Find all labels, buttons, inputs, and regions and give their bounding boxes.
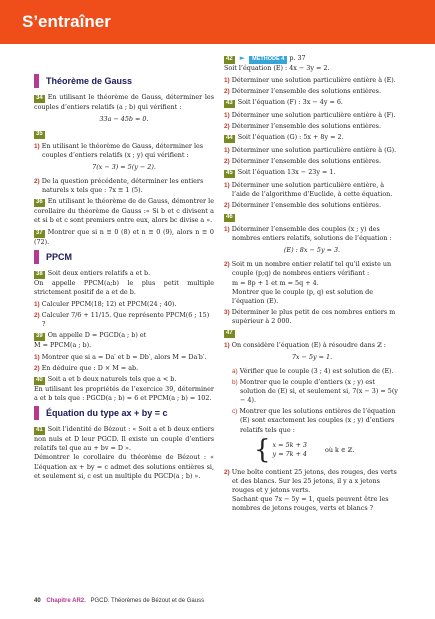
exercise-45 bbox=[224, 168, 400, 178]
question-text: Montrer que si a = Da′ et b = Db′, alors M = Da′b′. bbox=[41, 353, 207, 362]
exercise-number: 45 bbox=[226, 170, 233, 177]
exercise-text: Soit a et b deux naturels tels que a < b. bbox=[47, 375, 177, 384]
exercise-text: Soit l’équation (G) : 5x + 8y = 2. bbox=[237, 133, 344, 142]
exercise-number: 43 bbox=[226, 100, 233, 107]
page-ref: p. 37 bbox=[289, 54, 306, 62]
exercise-number: 34 bbox=[36, 95, 43, 101]
exercise-text: En utilisant le théorème de de Gauss, démontrer le corollaire du théorème de Gauss :« Si b et c divisent a et si b et c sont premiers entre eux, alors bc divise a ». bbox=[34, 197, 214, 225]
page-number: 40 bbox=[34, 598, 41, 604]
exercise-number: 44 bbox=[226, 135, 233, 142]
exercise-number: 46 bbox=[226, 214, 233, 221]
exercise-38 bbox=[34, 269, 214, 297]
question-text: Déterminer une solution particulière entière à (G). bbox=[231, 146, 397, 154]
exercise-34 bbox=[34, 93, 214, 112]
question-text: Déterminer une solution particulière entière à (E). bbox=[231, 76, 396, 85]
question-label: 1) bbox=[224, 181, 230, 189]
question-label: 2) bbox=[224, 158, 230, 166]
question-text: On considère l’équation (E) à résoudre dans ℤ : bbox=[231, 340, 386, 349]
exercise-43 bbox=[224, 98, 400, 108]
question bbox=[34, 300, 214, 309]
exercise-39 bbox=[34, 331, 214, 350]
brace-icon: { bbox=[254, 434, 271, 465]
section-ppcm bbox=[34, 250, 214, 264]
exercise-41 bbox=[34, 425, 214, 480]
subquestion bbox=[232, 378, 400, 405]
system-condition: où k ∈ ℤ. bbox=[325, 445, 355, 454]
question-label: 1) bbox=[34, 142, 40, 150]
question-label: 3) bbox=[224, 308, 230, 316]
exercise-text: M = PPCM(a ; b). bbox=[34, 341, 92, 350]
question bbox=[224, 157, 400, 166]
exercise-42 bbox=[224, 54, 400, 73]
question-text: De la question précédente, déterminer les entiers naturels x tels que : 7x ≡ 1 (5). bbox=[41, 177, 204, 195]
question-text: Déterminer l’ensemble des solutions entières. bbox=[231, 157, 381, 166]
question-text: Déterminer l’ensemble des solutions entières. bbox=[231, 201, 381, 210]
question bbox=[224, 308, 400, 326]
exercise-40 bbox=[34, 375, 214, 403]
question-label: 2) bbox=[224, 123, 230, 131]
question-text: En utilisant le théorème de Gauss, déterminer les couples d’entiers relatifs (x ; y) qui vérifient : bbox=[41, 141, 204, 159]
subquestion-label: a) bbox=[232, 367, 238, 375]
question-label: 2) bbox=[34, 365, 40, 373]
question bbox=[224, 181, 400, 199]
question-label: 1) bbox=[224, 341, 230, 349]
exercise-text: Soit deux entiers relatifs a et b. bbox=[47, 269, 151, 278]
subquestion-label: c) bbox=[232, 408, 238, 416]
question bbox=[34, 142, 214, 160]
exercise-number: 36 bbox=[36, 199, 43, 206]
question-text: Déterminer une solution particulière entière à (F). bbox=[231, 111, 396, 120]
question-text: Calculer 7/6 + 11/15. Que représente PPCM(6 ; 15) ? bbox=[41, 311, 210, 329]
question bbox=[224, 225, 400, 243]
subquestion-text: Montrer que le couple d’entiers (x ; y) est solution de (E) si, et seulement si, 7(x − 3) = 5(y − 4). bbox=[239, 378, 398, 405]
equation: 7x − 5y = 1. bbox=[291, 352, 333, 361]
exercise-37 bbox=[34, 228, 214, 247]
question bbox=[224, 468, 400, 513]
equation: (E) : 8x − 5y = 3. bbox=[283, 246, 341, 255]
exercise-44 bbox=[224, 133, 400, 143]
question-text: Déterminer une solution particulière entière, à l’aide de l’algorithme d’Euclide, à cette équation. bbox=[231, 180, 393, 199]
arrow-icon: ► bbox=[239, 54, 246, 62]
section-title-ppcm: PPCM bbox=[46, 251, 73, 262]
chapter-label: Chapitre AR2. bbox=[46, 598, 86, 604]
exercise-text: En utilisant le théorème de Gauss, déterminer les couples d’entiers relatifs (a ; b) qui vérifient : bbox=[34, 93, 214, 111]
question-label: 2) bbox=[224, 261, 230, 269]
exercise-number: 40 bbox=[36, 377, 43, 384]
question bbox=[224, 260, 400, 305]
exercise-35 bbox=[34, 129, 214, 139]
question-label: 1) bbox=[34, 301, 40, 309]
question bbox=[224, 201, 400, 210]
exercise-text: Soit l’équation (E) : 4x − 3y = 2. bbox=[224, 63, 330, 72]
question-text: Soit m un nombre entier relatif tel qu’il existe un couple (p;q) de nombres entiers vérifiant : bbox=[231, 260, 392, 278]
equation-system bbox=[254, 434, 400, 465]
section-equation bbox=[34, 406, 214, 420]
question-label: 1) bbox=[224, 147, 230, 154]
exercise-number: 37 bbox=[36, 230, 43, 237]
question-label: 1) bbox=[224, 77, 230, 85]
question bbox=[224, 122, 400, 131]
methode-link[interactable]: MÉTHODE 4 bbox=[249, 56, 287, 64]
question-text: En déduire que : D × M = ab. bbox=[41, 364, 139, 373]
exercise-number: 42 bbox=[226, 56, 233, 62]
exercise-number: 38 bbox=[36, 271, 43, 278]
equation: 7(x − 3) = 5(y − 2). bbox=[92, 162, 156, 171]
question-text: Calculer PPCM(18; 12) et PPCM(24 ; 40). bbox=[41, 300, 177, 309]
question-text: Déterminer le plus petit de ces nombres entiers m supérieur à 2 000. bbox=[231, 307, 396, 325]
exercise-text: Montrer que si n ≡ 0 (8) et n ≡ 0 (9), alors n ≡ 0 (72). bbox=[34, 228, 214, 247]
page-header bbox=[0, 0, 435, 44]
question bbox=[224, 87, 400, 96]
question-label: 2) bbox=[34, 312, 40, 320]
question-text: Sachant que 7x − 5y = 1, quels peuvent être les nombres de jetons rouges, verts et blancs ? bbox=[232, 495, 389, 513]
question bbox=[224, 146, 400, 155]
section-title-equation: Équation du type ax + by = c bbox=[46, 408, 168, 419]
system-line: x = 5k + 3 bbox=[272, 441, 307, 450]
question bbox=[224, 76, 400, 85]
question-text: Une boîte contient 25 jetons, des rouges, des verts et des blancs. Sur les 25 jetons, il y a x jetons rouges et y jetons verts. bbox=[231, 468, 397, 495]
question bbox=[224, 111, 400, 120]
system-lines bbox=[273, 441, 307, 459]
subquestion bbox=[232, 407, 400, 434]
question bbox=[34, 311, 214, 329]
section-title-gauss: Théorème de Gauss bbox=[46, 75, 133, 86]
question-label: 2) bbox=[224, 469, 230, 477]
exercise-text: En utilisant les propriétés de l’exercice 39, déterminer a et b tels que : PGCD(a ; b) = 6 et PPCM(a ; b) = 102. bbox=[34, 385, 214, 403]
question-label: 1) bbox=[34, 354, 40, 362]
question-text: m = 8p + 1 et m = 5q + 4. bbox=[232, 278, 319, 287]
exercise-number: 35 bbox=[36, 130, 43, 137]
question bbox=[34, 353, 214, 362]
question-label: 1) bbox=[224, 226, 230, 234]
question-text: Déterminer l’ensemble des couples (x ; y) des nombres entiers relatifs, solutions de l’équation : bbox=[231, 225, 392, 243]
exercise-47 bbox=[224, 328, 400, 338]
equation: 33a − 45b = 0. bbox=[99, 114, 149, 123]
page-footer bbox=[34, 597, 204, 606]
page-title: S’entraîner bbox=[22, 12, 111, 31]
exercise-number: 47 bbox=[226, 330, 233, 336]
question bbox=[34, 364, 214, 373]
exercise-46 bbox=[224, 212, 400, 222]
right-column bbox=[224, 53, 400, 516]
exercise-text: On appelle PPCM(a;b) le plus petit multiple strictement positif de a et de b. bbox=[34, 278, 214, 297]
section-gauss bbox=[34, 74, 214, 88]
question-text: Déterminer l’ensemble des solutions entières. bbox=[231, 87, 381, 96]
question-text: Montrer que le couple (p, q) est solution de l’équation (E). bbox=[232, 287, 374, 305]
exercise-text: On appelle D = PGCD(a ; b) et bbox=[47, 331, 147, 340]
question bbox=[34, 177, 214, 195]
question-label: 2) bbox=[224, 88, 230, 96]
exercise-text: Soit l’équation 13x − 23y = 1. bbox=[237, 168, 336, 177]
system-line: y = 7k + 4 bbox=[272, 450, 307, 459]
question-label: 2) bbox=[224, 202, 230, 210]
subquestion-label: b) bbox=[232, 379, 238, 387]
subquestion-text: Vérifier que le couple (3 ; 4) est solution de (E). bbox=[239, 366, 394, 375]
question bbox=[224, 341, 400, 350]
exercise-number: 39 bbox=[36, 333, 43, 340]
subquestion bbox=[232, 367, 400, 376]
question-label: 1) bbox=[224, 112, 230, 120]
exercise-number: 41 bbox=[36, 427, 43, 434]
exercise-text: Soit l’identité de Bézout : « Soit a et b deux entiers non nuls et D leur PGCD. Il existe un couple d’entiers relatifs tel que au + bv = D ». bbox=[34, 425, 214, 453]
exercise-text: Démontrer le corollaire du théorème de Bézout : « L’équation ax + by = c admet des solutions entières si, et seulement si, c est un multiple du PGCD(a ; b) ». bbox=[34, 453, 214, 480]
chapter-title: PGCD. Théorèmes de Bézout et de Gauss bbox=[90, 598, 205, 604]
question-text: Déterminer l’ensemble des solutions entières. bbox=[231, 122, 381, 131]
left-column bbox=[34, 72, 214, 484]
question-label: 2) bbox=[34, 178, 40, 186]
exercise-text: Soit l’équation (F) : 3x − 4y = 6. bbox=[237, 98, 343, 107]
subquestion-text: Montrer que les solutions entières de l’équation (E) sont exactement les couples (x ; y) d’entiers relatifs tels que : bbox=[239, 407, 396, 434]
exercise-36 bbox=[34, 197, 214, 225]
